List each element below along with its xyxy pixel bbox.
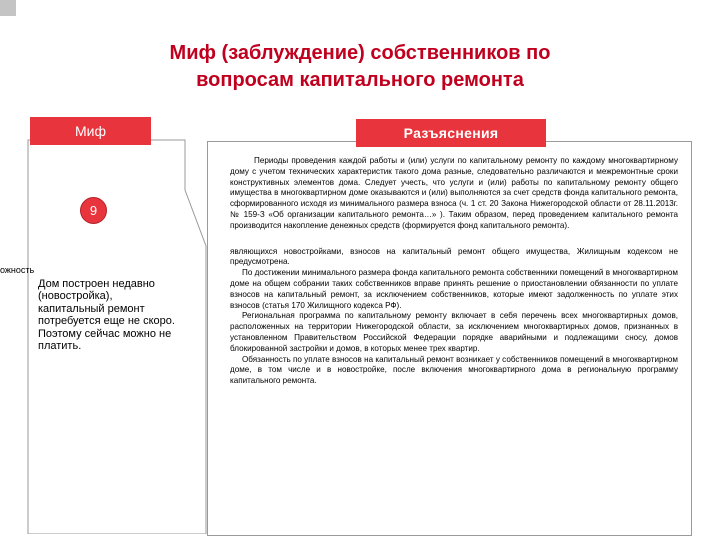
slide-title-line1: Миф (заблуждение) собственников по	[169, 42, 551, 64]
explanation-paragraph-1: Периоды проведения каждой работы и (или) услуги по капитальному ремонту по каждому многоквартирному дому с учетом технических характеристик такого дома разные, следовательно различаются и межремонтные сроки конструктивных элементов дома. Следует учесть, что услуги и (или) работы по капитальному ремонту общего имущества в многоквартирном доме оказываются и (или) выполняются за счет средств фонда капитального ремонта, сформированного исходя из минимального размера взноса (ч. 1 ст. 20 Закона Нижегородской области от 28.11.2013г. № 159-З «Об организации капитального ремонта…» ). Таким образом, перед проведением капитального ремонта производится накопление денежных средств (формируется фонд капитального ремонта).	[230, 156, 678, 230]
explanation-paragraph-4: Региональная программа по капитальному ремонту включает в себя перечень всех многоквартирных домов, расположенных на территории Нижегородской области, за исключением многоквартирных домов, признанных в установленном Правительством Российской Федерации порядке аварийными и подлежащими сносу, домов блокированной застройки и домов, в которых менее трех квартир.	[230, 311, 678, 353]
slide-title-line2: вопросам капитального ремонта	[196, 69, 524, 91]
myth-side-label: ожность	[0, 265, 35, 275]
tab-myth: Миф	[30, 117, 151, 145]
myth-statement: Дом построен недавно (новостройка), капитальный ремонт потребуется еще не скоро. Поэтому сейчас можно не платить.	[38, 278, 175, 353]
explanation-paragraph-2: являющихся новостройками, взносов на капитальный ремонт общего имущества, Жилищным кодексом не предусмотрена.	[230, 246, 678, 267]
explanation-paragraph-3: По достижении минимального размера фонда капитального ремонта собственники помещений в многоквартирном доме на общем собрании таких собственников вправе принять решение о приостановлении обязанности по уплате взносов на капитальный ремонт, за исключением собственников, которые имеют задолженность по уплате этих взносов (статья 170 Жилищного кодекса РФ).	[230, 268, 678, 310]
slide-title	[40, 40, 680, 94]
myth-number-badge: 9	[80, 197, 107, 224]
explanation-text	[230, 156, 678, 387]
explanation-paragraph-5: Обязанность по уплате взносов на капитальный ремонт возникает у собственников помещений в многоквартирном доме, в том числе и в новостройке, после включения многоквартирного дома в региональную программу капитального ремонта.	[230, 354, 678, 386]
tab-explanation: Разъяснения	[356, 119, 546, 147]
corner-marker	[0, 0, 16, 16]
